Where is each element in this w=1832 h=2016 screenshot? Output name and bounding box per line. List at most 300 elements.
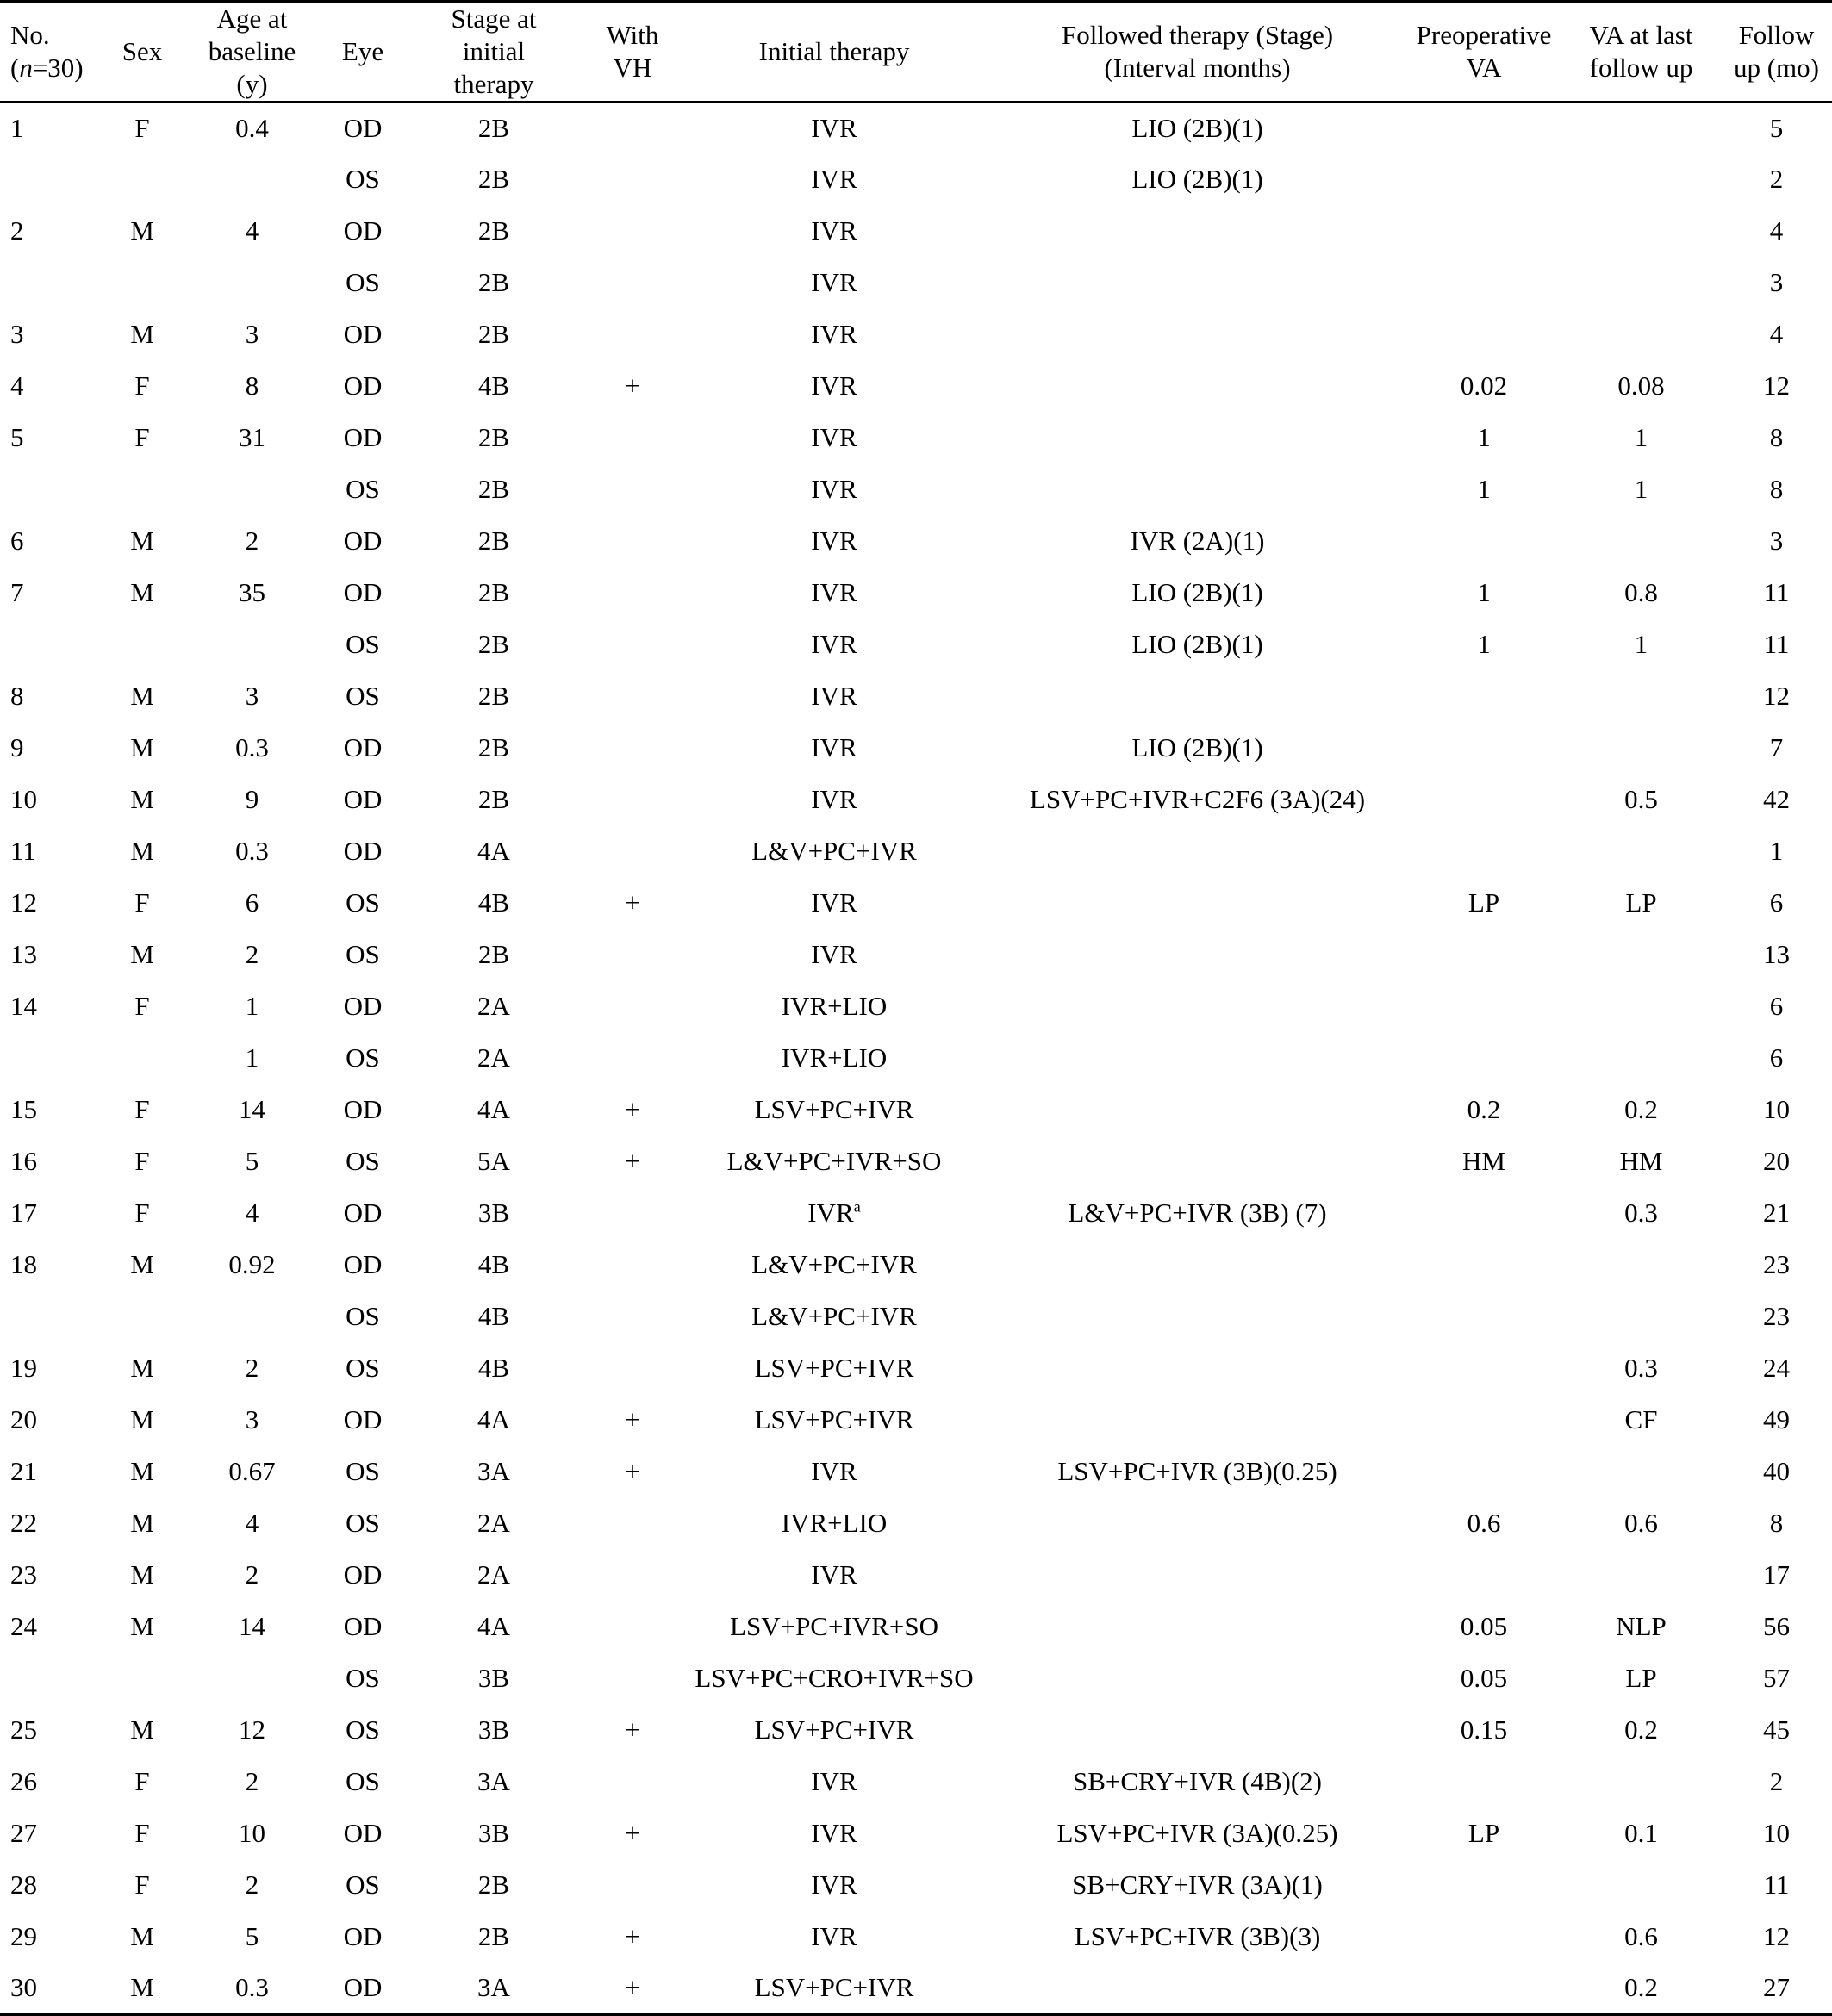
- cell-no-text: 6: [10, 526, 24, 556]
- cell-preop-va: [1406, 774, 1561, 825]
- cell-eye: [323, 1756, 402, 1808]
- header-follow-line1: Follow: [1738, 20, 1815, 50]
- cell-followed-therapy: [988, 1394, 1406, 1446]
- cell-eye-text: OS: [346, 1714, 380, 1745]
- header-va-last-line2: follow up: [1589, 53, 1693, 83]
- table-row: [0, 1808, 1832, 1859]
- cell-follow-up: [1721, 1084, 1832, 1136]
- cell-initial-therapy: [680, 567, 988, 619]
- cell-sex: [103, 1756, 181, 1808]
- cell-followed-therapy: [988, 360, 1406, 412]
- cell-sex: [103, 619, 181, 670]
- cell-va-last-text: 0.6: [1624, 1921, 1658, 1951]
- cell-no: [0, 515, 103, 567]
- cell-va-last-text: 0.2: [1624, 1714, 1658, 1745]
- cell-eye: [323, 774, 402, 825]
- cell-initial-therapy: [680, 1394, 988, 1446]
- cell-stage: [402, 1704, 585, 1756]
- table-row: [0, 515, 1832, 567]
- table-row: [0, 1342, 1832, 1394]
- cell-va-last: [1561, 1239, 1721, 1291]
- cell-age: [181, 308, 323, 360]
- cell-stage-text: 2B: [477, 164, 510, 194]
- cell-vh: [585, 308, 680, 360]
- cell-stage: [402, 1136, 585, 1187]
- cell-age: [181, 515, 323, 567]
- cell-stage-text: 4A: [477, 1404, 510, 1434]
- cell-no-text: 26: [10, 1766, 37, 1796]
- cell-stage: [402, 1808, 585, 1859]
- cell-followed-therapy: [988, 619, 1406, 670]
- cell-no-text: 27: [10, 1818, 37, 1848]
- cell-initial-therapy: [680, 774, 988, 825]
- cell-age-text: 3: [245, 1404, 259, 1434]
- cell-follow-up: [1721, 1291, 1832, 1342]
- cell-initial-therapy-text: IVR: [811, 1921, 857, 1951]
- cell-follow-up: [1721, 1808, 1832, 1859]
- cell-followed-therapy: [988, 1963, 1406, 2014]
- cell-stage-text: 2B: [477, 526, 510, 556]
- cell-va-last-text: 0.3: [1624, 1353, 1658, 1383]
- cell-stage: [402, 257, 585, 308]
- table-row: [0, 257, 1832, 308]
- cell-follow-up: [1721, 1342, 1832, 1394]
- cell-vh: [585, 1704, 680, 1756]
- cell-stage-text: 2B: [477, 474, 510, 504]
- cell-vh: [585, 153, 680, 205]
- cell-eye-text: OD: [343, 112, 383, 143]
- cell-no: [0, 1549, 103, 1601]
- cell-stage: [402, 1084, 585, 1136]
- cell-va-last: [1561, 1291, 1721, 1342]
- cell-age: [181, 929, 323, 980]
- header-sex-label: Sex: [122, 36, 163, 66]
- cell-eye: [323, 877, 402, 929]
- cell-initial-therapy: [680, 1808, 988, 1859]
- cell-sex-text: F: [134, 887, 150, 918]
- cell-va-last: [1561, 1652, 1721, 1704]
- cell-age: [181, 1032, 323, 1084]
- cell-no: [0, 1239, 103, 1291]
- cell-initial-therapy: [680, 360, 988, 412]
- cell-followed-therapy: [988, 412, 1406, 464]
- cell-vh: [585, 722, 680, 774]
- cell-initial-therapy: [680, 619, 988, 670]
- table-row: [0, 1084, 1832, 1136]
- header-no-italic-n: n: [19, 53, 33, 83]
- cell-followed-therapy: [988, 1084, 1406, 1136]
- cell-followed-therapy: [988, 308, 1406, 360]
- cell-eye-text: OD: [343, 836, 383, 866]
- cell-eye: [323, 464, 402, 515]
- cell-preop-va: [1406, 722, 1561, 774]
- cell-va-last: [1561, 412, 1721, 464]
- cell-age-text: 0.92: [228, 1249, 276, 1279]
- cell-va-last: [1561, 722, 1721, 774]
- cell-followed-therapy-text: LIO (2B)(1): [1131, 577, 1263, 607]
- cell-initial-therapy: [680, 825, 988, 877]
- cell-age: [181, 1342, 323, 1394]
- cell-no-text: 23: [10, 1559, 37, 1590]
- cell-followed-therapy-text: LIO (2B)(1): [1131, 732, 1263, 762]
- cell-stage: [402, 722, 585, 774]
- header-vh-line2: VH: [613, 53, 652, 83]
- cell-sex-text: M: [130, 1508, 154, 1538]
- cell-follow-up: [1721, 1859, 1832, 1911]
- header-followed-line1: Followed therapy (Stage): [1061, 20, 1334, 50]
- cell-preop-va: [1406, 1497, 1561, 1549]
- cell-age-text: 1: [245, 1042, 259, 1073]
- table-row: [0, 1394, 1832, 1446]
- header-no-line1: No.: [10, 20, 50, 50]
- table-row: [0, 1652, 1832, 1704]
- cell-initial-therapy-text: IVR: [811, 267, 857, 297]
- cell-age-text: 3: [245, 319, 259, 349]
- cell-eye: [323, 257, 402, 308]
- table-row: [0, 1601, 1832, 1652]
- header-eye: [323, 2, 402, 103]
- cell-initial-therapy: [680, 1497, 988, 1549]
- table-row: [0, 412, 1832, 464]
- cell-stage-text: 2B: [477, 629, 510, 659]
- cell-stage: [402, 1394, 585, 1446]
- cell-follow-up-text: 17: [1763, 1559, 1790, 1590]
- table-row: [0, 877, 1832, 929]
- cell-eye: [323, 1549, 402, 1601]
- cell-eye: [323, 567, 402, 619]
- cell-eye-text: OS: [346, 1042, 380, 1073]
- cell-followed-therapy: [988, 774, 1406, 825]
- cell-age: [181, 1394, 323, 1446]
- cell-follow-up-text: 5: [1769, 112, 1784, 143]
- cell-no: [0, 102, 103, 153]
- cell-eye: [323, 980, 402, 1032]
- cell-va-last-text: LP: [1625, 887, 1657, 918]
- cell-initial-therapy-text: LSV+PC+IVR: [754, 1972, 914, 2003]
- cell-sex-text: M: [130, 319, 154, 349]
- cell-age-text: 5: [245, 1146, 259, 1176]
- header-preop-line2: VA: [1466, 53, 1502, 83]
- cell-follow-up-text: 7: [1769, 732, 1784, 762]
- cell-no-text: 13: [10, 939, 37, 969]
- table-row: [0, 1032, 1832, 1084]
- table-row: [0, 670, 1832, 722]
- header-vh: [585, 2, 680, 103]
- cell-va-last: [1561, 1032, 1721, 1084]
- cell-eye-text: OD: [343, 370, 383, 401]
- cell-follow-up-text: 56: [1763, 1611, 1790, 1641]
- table-row: [0, 929, 1832, 980]
- table-body: [0, 102, 1832, 2014]
- cell-eye: [323, 1446, 402, 1497]
- cell-eye: [323, 1808, 402, 1859]
- cell-vh: [585, 1808, 680, 1859]
- cell-vh: [585, 1239, 680, 1291]
- cell-age: [181, 257, 323, 308]
- cell-stage-text: 2A: [477, 1508, 510, 1538]
- cell-no: [0, 825, 103, 877]
- cell-no-text: 14: [10, 991, 37, 1021]
- cell-eye: [323, 722, 402, 774]
- header-follow-up: [1721, 2, 1832, 103]
- cell-sex: [103, 360, 181, 412]
- cell-initial-therapy: [680, 1549, 988, 1601]
- cell-age: [181, 1084, 323, 1136]
- table-row: [0, 722, 1832, 774]
- cell-age: [181, 1187, 323, 1239]
- cell-sex: [103, 1704, 181, 1756]
- cell-sex: [103, 1084, 181, 1136]
- cell-no-text: 5: [10, 422, 24, 452]
- header-no-suffix: =30): [32, 53, 84, 83]
- cell-initial-therapy: [680, 1601, 988, 1652]
- cell-stage: [402, 1239, 585, 1291]
- cell-age: [181, 412, 323, 464]
- cell-stage-text: 4B: [477, 1301, 510, 1331]
- cell-follow-up: [1721, 1601, 1832, 1652]
- cell-eye: [323, 102, 402, 153]
- cell-initial-therapy: [680, 1291, 988, 1342]
- cell-stage-text: 2B: [477, 267, 510, 297]
- cell-sex: [103, 1136, 181, 1187]
- cell-stage: [402, 619, 585, 670]
- table-row: [0, 205, 1832, 257]
- cell-va-last: [1561, 1342, 1721, 1394]
- cell-stage-text: 4A: [477, 1094, 510, 1124]
- cell-va-last: [1561, 1859, 1721, 1911]
- cell-no: [0, 1859, 103, 1911]
- cell-sex-text: M: [130, 836, 154, 866]
- cell-eye-text: OS: [346, 1663, 380, 1693]
- cell-follow-up-text: 20: [1763, 1146, 1790, 1176]
- cell-preop-va: [1406, 1601, 1561, 1652]
- cell-va-last-text: 0.1: [1624, 1818, 1658, 1848]
- cell-vh: [585, 205, 680, 257]
- cell-age-text: 0.4: [235, 112, 269, 143]
- cell-preop-va: [1406, 929, 1561, 980]
- cell-eye: [323, 153, 402, 205]
- cell-preop-va: [1406, 1963, 1561, 2014]
- cell-stage: [402, 153, 585, 205]
- cell-followed-therapy: [988, 1859, 1406, 1911]
- cell-sex: [103, 877, 181, 929]
- cell-eye: [323, 205, 402, 257]
- cell-va-last-text: HM: [1619, 1146, 1663, 1176]
- cell-age: [181, 1136, 323, 1187]
- table-row: [0, 1291, 1832, 1342]
- cell-stage-text: 2B: [477, 215, 510, 246]
- cell-vh: [585, 1549, 680, 1601]
- cell-follow-up-text: 21: [1763, 1198, 1790, 1228]
- cell-sex: [103, 308, 181, 360]
- cell-eye-text: OD: [343, 1094, 383, 1124]
- cell-age: [181, 1291, 323, 1342]
- cell-vh: [585, 1446, 680, 1497]
- cell-sex-text: M: [130, 526, 154, 556]
- table-row: [0, 1239, 1832, 1291]
- cell-follow-up-text: 49: [1763, 1404, 1790, 1434]
- header-row: [0, 2, 1832, 103]
- cell-stage: [402, 360, 585, 412]
- cell-va-last: [1561, 1911, 1721, 1963]
- cell-follow-up-text: 45: [1763, 1714, 1790, 1745]
- cell-no: [0, 1394, 103, 1446]
- cell-age-text: 2: [245, 1870, 259, 1900]
- cell-initial-therapy-text: IVR: [811, 732, 857, 762]
- cell-eye-text: OS: [346, 1456, 380, 1486]
- cell-no-text: 8: [10, 681, 24, 711]
- header-preop-va: [1406, 2, 1561, 103]
- cell-va-last: [1561, 670, 1721, 722]
- cell-stage-text: 4A: [477, 836, 510, 866]
- cell-va-last: [1561, 877, 1721, 929]
- cell-eye-text: OD: [343, 784, 383, 814]
- table-row: [0, 308, 1832, 360]
- cell-vh: [585, 774, 680, 825]
- cell-eye-text: OS: [346, 629, 380, 659]
- cell-sex-text: F: [134, 1146, 150, 1176]
- cell-followed-therapy: [988, 205, 1406, 257]
- cell-preop-va: [1406, 567, 1561, 619]
- cell-age-text: 14: [239, 1094, 265, 1124]
- cell-sex-text: F: [134, 1766, 150, 1796]
- cell-vh: [585, 360, 680, 412]
- cell-followed-therapy-text: LIO (2B)(1): [1131, 629, 1263, 659]
- table-row: [0, 774, 1832, 825]
- table-header: [0, 2, 1832, 103]
- cell-no-text: 28: [10, 1870, 37, 1900]
- cell-age-text: 4: [245, 1508, 259, 1538]
- cell-va-last: [1561, 153, 1721, 205]
- cell-va-last: [1561, 1497, 1721, 1549]
- cell-vh: [585, 1756, 680, 1808]
- cell-follow-up: [1721, 1136, 1832, 1187]
- cell-initial-therapy-text: IVR+LIO: [781, 1508, 888, 1538]
- cell-vh: [585, 1342, 680, 1394]
- cell-vh: [585, 1394, 680, 1446]
- header-va-last-line1: VA at last: [1589, 20, 1693, 50]
- cell-no-text: 29: [10, 1921, 37, 1951]
- cell-va-last: [1561, 360, 1721, 412]
- header-eye-label: Eye: [341, 36, 384, 66]
- cell-follow-up-text: 27: [1763, 1972, 1790, 2003]
- cell-age: [181, 1756, 323, 1808]
- header-initial-therapy-label: Initial therapy: [758, 36, 910, 66]
- cell-initial-therapy-text: IVR: [811, 370, 857, 401]
- cell-initial-therapy-text: IVR+LIO: [781, 991, 888, 1021]
- cell-vh: [585, 670, 680, 722]
- cell-vh-text: +: [625, 370, 640, 401]
- cell-age: [181, 774, 323, 825]
- header-age-line2: baseline: [208, 36, 296, 66]
- cell-no: [0, 1808, 103, 1859]
- cell-eye-text: OD: [343, 1198, 383, 1228]
- cell-stage: [402, 1342, 585, 1394]
- cell-eye-text: OD: [343, 1611, 383, 1641]
- cell-preop-va: [1406, 1136, 1561, 1187]
- cell-initial-therapy: [680, 1239, 988, 1291]
- cell-vh: [585, 619, 680, 670]
- cell-follow-up-text: 42: [1763, 784, 1790, 814]
- cell-stage-text: 2B: [477, 422, 510, 452]
- cell-va-last-text: LP: [1625, 1663, 1657, 1693]
- cell-follow-up: [1721, 1756, 1832, 1808]
- cell-sex: [103, 1859, 181, 1911]
- cell-preop-va: [1406, 308, 1561, 360]
- cell-vh: [585, 464, 680, 515]
- cell-follow-up-text: 2: [1769, 1766, 1784, 1796]
- cell-follow-up: [1721, 1652, 1832, 1704]
- cell-sex-text: M: [130, 1456, 154, 1486]
- cell-vh: [585, 412, 680, 464]
- cell-follow-up-text: 6: [1769, 991, 1784, 1021]
- cell-no: [0, 619, 103, 670]
- cell-follow-up-text: 2: [1769, 164, 1784, 194]
- cell-sex: [103, 1963, 181, 2014]
- cell-initial-therapy: [680, 102, 988, 153]
- cell-sex-text: M: [130, 1404, 154, 1434]
- cell-no: [0, 877, 103, 929]
- cell-initial-therapy-text: IVR: [811, 1766, 857, 1796]
- cell-eye-text: OS: [346, 164, 380, 194]
- cell-age-text: 2: [245, 1766, 259, 1796]
- cell-sex: [103, 670, 181, 722]
- cell-no-text: 24: [10, 1611, 37, 1641]
- cell-sex-text: M: [130, 681, 154, 711]
- cell-initial-therapy: [680, 1342, 988, 1394]
- cell-age: [181, 1239, 323, 1291]
- cell-follow-up-text: 10: [1763, 1094, 1790, 1124]
- cell-follow-up-text: 11: [1763, 629, 1790, 659]
- cell-followed-therapy: [988, 825, 1406, 877]
- cell-sex: [103, 825, 181, 877]
- header-stage-line2: initial: [462, 36, 526, 66]
- cell-stage-text: 4A: [477, 1611, 510, 1641]
- cell-eye: [323, 825, 402, 877]
- cell-stage: [402, 774, 585, 825]
- cell-initial-therapy: [680, 257, 988, 308]
- header-stage-line1: Stage at: [451, 3, 537, 34]
- cell-eye: [323, 1859, 402, 1911]
- cell-no-text: 9: [10, 732, 24, 762]
- cell-sex-text: F: [134, 370, 150, 401]
- cell-va-last: [1561, 515, 1721, 567]
- cell-no-text: 15: [10, 1094, 37, 1124]
- cell-stage-text: 3B: [477, 1663, 510, 1693]
- cell-no: [0, 1084, 103, 1136]
- cell-followed-therapy: [988, 1291, 1406, 1342]
- cell-vh: [585, 567, 680, 619]
- cell-followed-therapy: [988, 153, 1406, 205]
- cell-vh: [585, 1136, 680, 1187]
- cell-eye: [323, 1239, 402, 1291]
- cell-age: [181, 360, 323, 412]
- cell-preop-va: [1406, 1911, 1561, 1963]
- cell-age: [181, 205, 323, 257]
- cell-va-last-text: 0.5: [1624, 784, 1658, 814]
- cell-age-text: 9: [245, 784, 259, 814]
- cell-sex-text: F: [134, 991, 150, 1021]
- cell-va-last: [1561, 464, 1721, 515]
- cell-stage-text: 3B: [477, 1714, 510, 1745]
- cell-va-last-text: 1: [1634, 474, 1648, 504]
- cell-stage-text: 2B: [477, 577, 510, 607]
- cell-followed-therapy-text: LSV+PC+IVR+C2F6 (3A)(24): [1029, 784, 1366, 814]
- cell-initial-therapy: [680, 929, 988, 980]
- cell-stage-text: 5A: [477, 1146, 510, 1176]
- cell-follow-up: [1721, 1911, 1832, 1963]
- cell-age-text: 2: [245, 1559, 259, 1590]
